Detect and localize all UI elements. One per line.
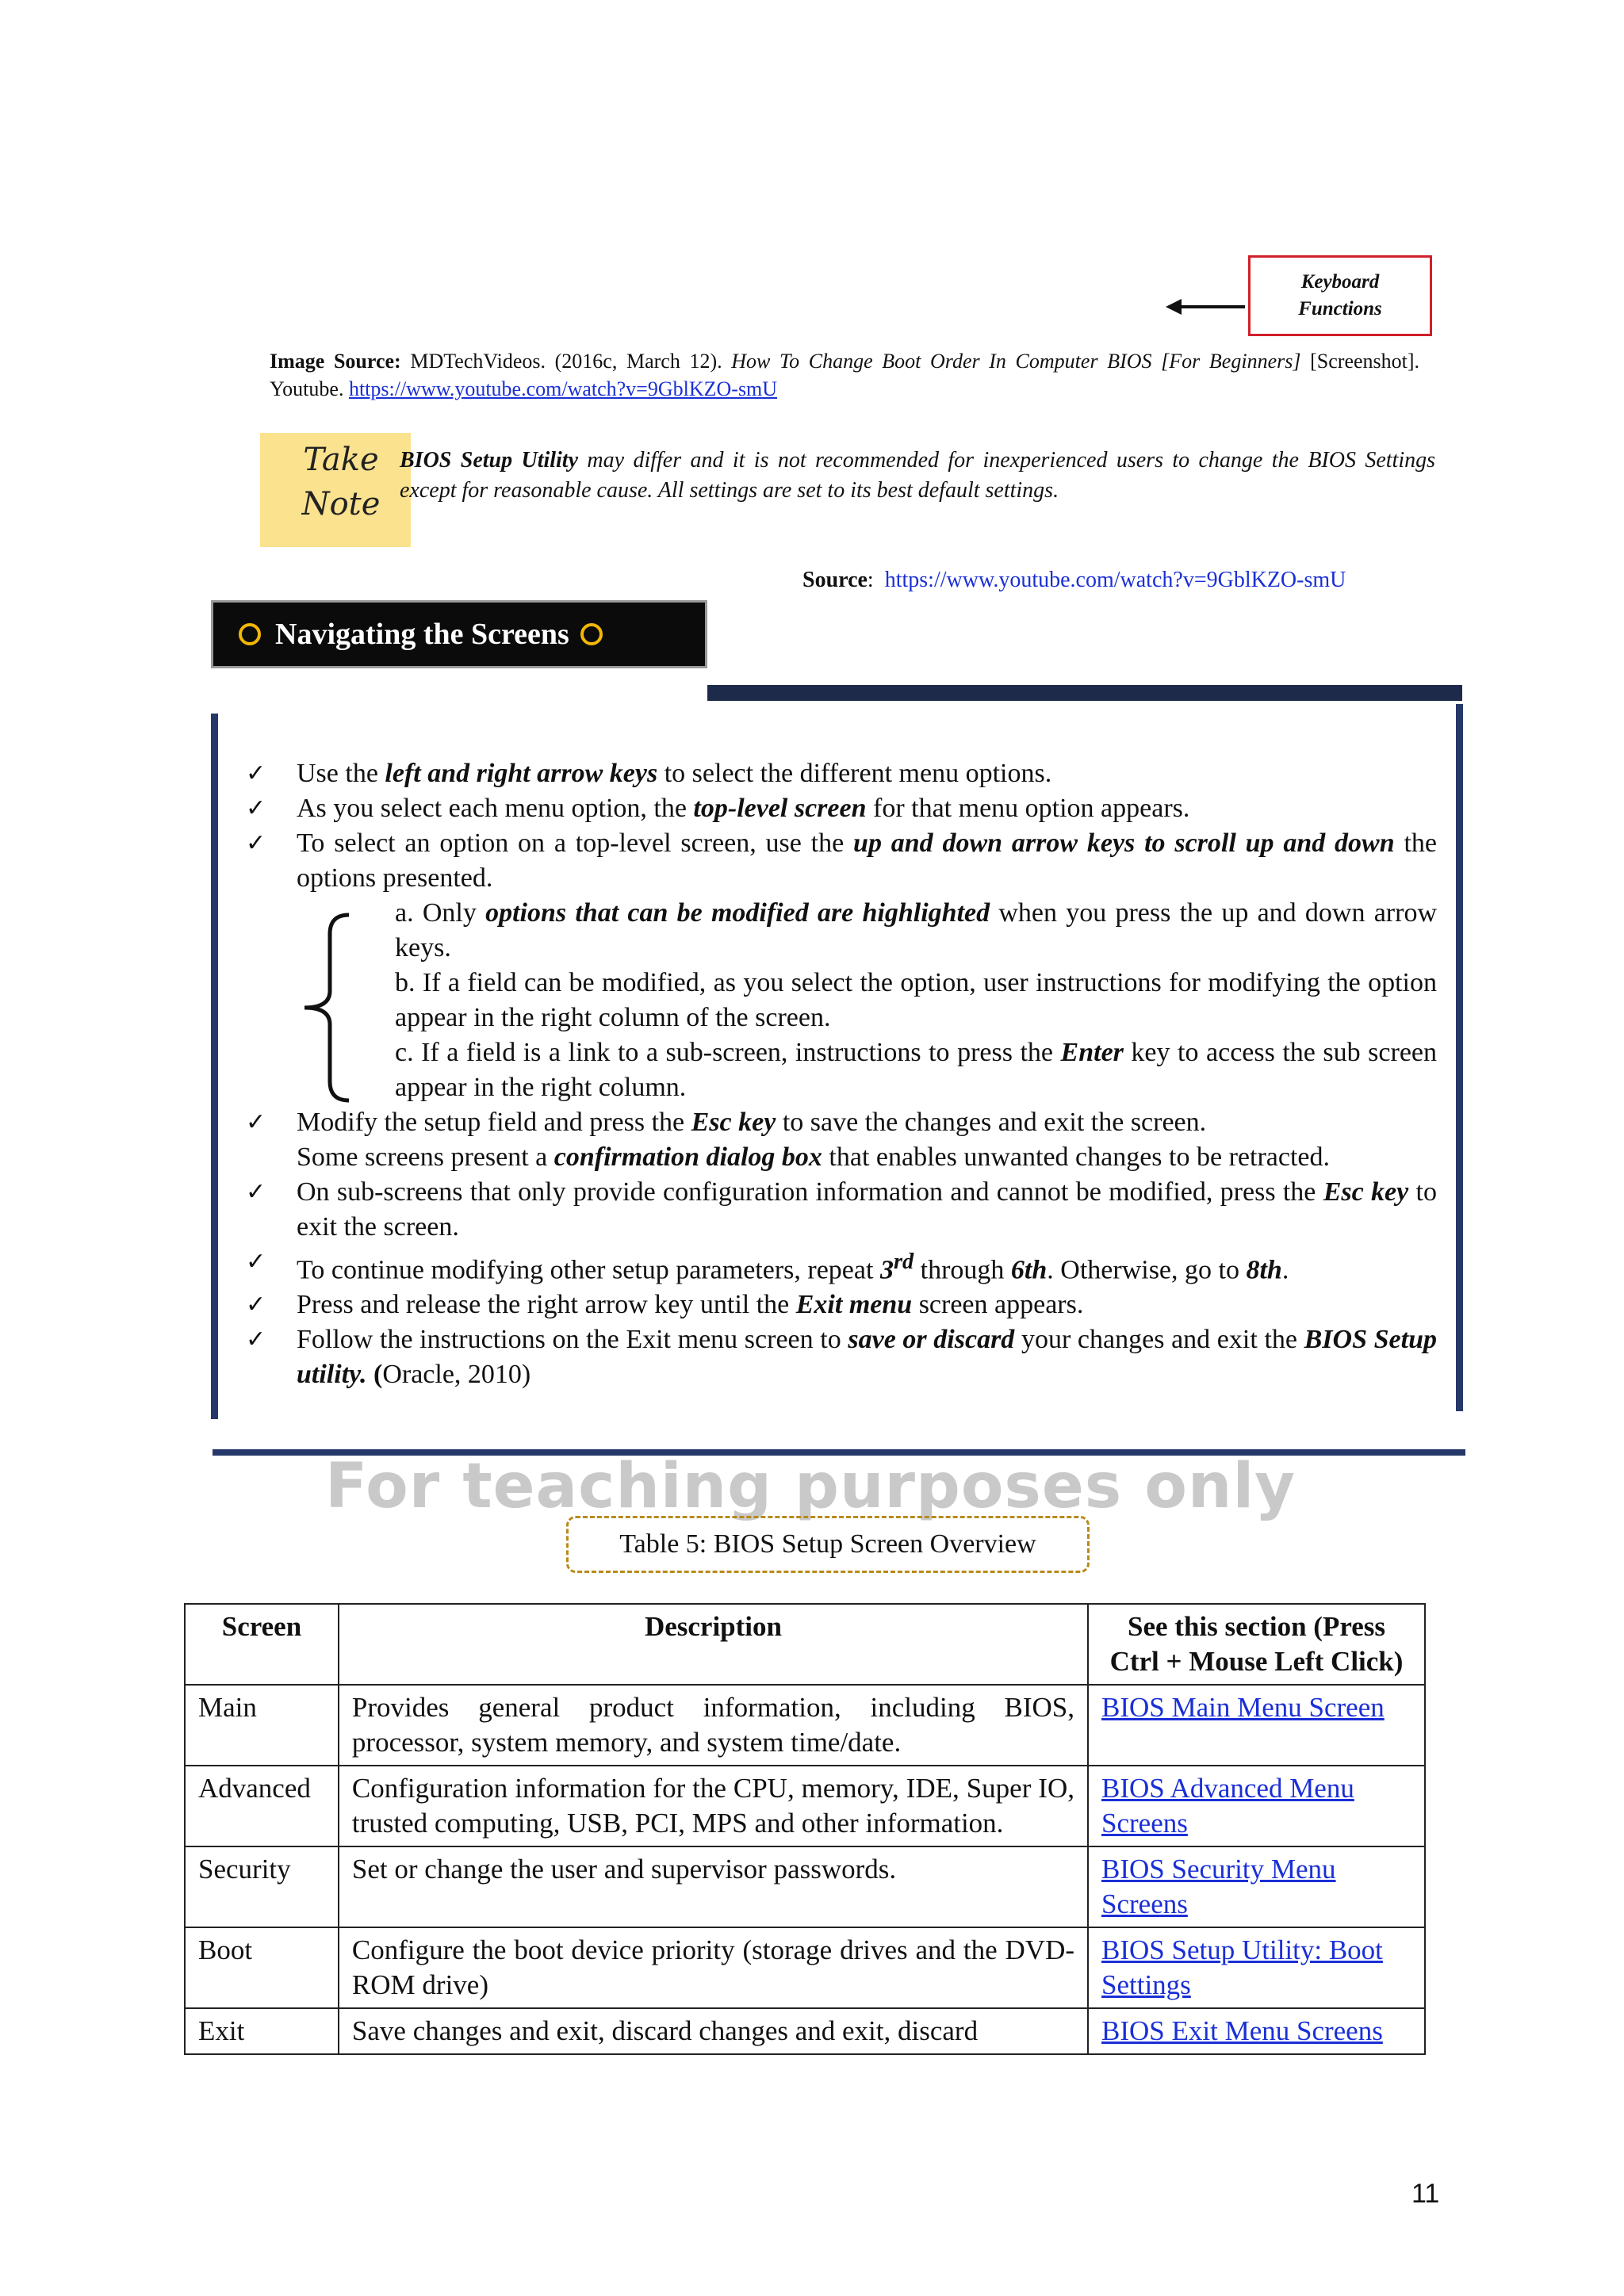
item-text: through xyxy=(914,1255,1011,1285)
sub-item-a xyxy=(395,896,1437,966)
item-text: Some screens present a xyxy=(297,1142,554,1172)
checkmark-icon: ✓ xyxy=(246,794,266,822)
divider-bar xyxy=(707,685,1462,701)
frame-right-border xyxy=(1456,704,1463,1411)
cell-screen: Advanced xyxy=(185,1766,339,1846)
cell-section xyxy=(1088,1927,1425,2008)
item-text: to select the different menu options. xyxy=(657,759,1052,788)
sub-text: c. If a field is a link to a sub-screen, instructions to press the xyxy=(395,1038,1061,1067)
item-text: Use the xyxy=(297,759,385,788)
item-superscript: rd xyxy=(893,1249,914,1274)
source-link[interactable]: https://www.youtube.com/watch?v=9GblKZO-smU xyxy=(884,568,1346,592)
bios-screen-overview-table xyxy=(184,1603,1426,2055)
item-emphasis: save or discard xyxy=(848,1325,1015,1355)
item-text: As you select each menu option, the xyxy=(297,794,694,823)
item-text: to exit the screen. xyxy=(297,1177,1437,1242)
item-text: the options presented. xyxy=(297,828,1437,893)
list-item xyxy=(244,756,1437,791)
checkmark-icon: ✓ xyxy=(246,829,266,857)
image-source-rest: [Screenshot]. Youtube. xyxy=(270,350,1420,400)
cell-screen: Main xyxy=(185,1685,339,1766)
section-link[interactable]: BIOS Exit Menu Screens xyxy=(1101,2015,1383,2046)
sub-emphasis: Enter xyxy=(1060,1038,1124,1067)
table-caption xyxy=(566,1516,1090,1573)
source-label: Source xyxy=(802,568,868,592)
sub-text: key to access the sub screen appear in the right column. xyxy=(395,1038,1437,1102)
navigation-steps-list xyxy=(244,756,1437,1392)
item-text: . xyxy=(1281,1255,1289,1285)
item-emphasis: left and right arrow keys xyxy=(385,759,658,788)
circle-bullet-icon xyxy=(239,623,261,645)
take-note-text: may differ and it is not recommended for inexperienced users to change the BIOS Settings except for reasonable cause. All settings are set to its best default settings. xyxy=(400,448,1436,503)
item-emphasis: up and down arrow keys to scroll up and down xyxy=(853,828,1395,858)
sub-text: when you press the up and down arrow keys. xyxy=(395,898,1437,962)
section-header xyxy=(211,600,707,668)
item-text: On sub-screens that only provide configuration information and cannot be modified, press the xyxy=(297,1177,1323,1207)
cell-section xyxy=(1088,1766,1425,1846)
source-line: Source: https://www.youtube.com/watch?v=9GblKZO-smU xyxy=(802,568,1346,592)
item-text: Oracle, 2010) xyxy=(382,1360,531,1390)
list-item xyxy=(244,1175,1437,1245)
cell-screen: Exit xyxy=(185,2008,339,2054)
image-source-citation xyxy=(270,347,1419,403)
sub-emphasis: options that can be modified are highlighted xyxy=(485,898,990,928)
item-emphasis: Exit menu xyxy=(795,1290,913,1320)
table-caption-text: Table 5: BIOS Setup Screen Overview xyxy=(619,1529,1036,1559)
list-item xyxy=(244,1322,1437,1392)
section-link[interactable]: BIOS Setup Utility: Boot Settings xyxy=(1101,1934,1383,2000)
cell-description: Set or change the user and supervisor passwords. xyxy=(339,1846,1088,1927)
take-note-line-2: Note xyxy=(301,486,381,522)
item-emphasis: Esc key xyxy=(1323,1177,1409,1207)
item-text: your changes and exit the xyxy=(1014,1325,1304,1355)
table-row xyxy=(185,1766,1425,1846)
item-emphasis: 8th xyxy=(1246,1255,1282,1285)
take-note-label xyxy=(278,438,404,526)
take-note-body xyxy=(400,446,1435,506)
item-text: To select an option on a top-level screen, use the xyxy=(297,828,854,858)
header-screen: Screen xyxy=(185,1604,339,1685)
section-link[interactable]: BIOS Security Menu Screens xyxy=(1101,1854,1336,1919)
cell-screen: Security xyxy=(185,1846,339,1927)
item-text: to save the changes and exit the screen. xyxy=(776,1108,1207,1137)
checkmark-icon: ✓ xyxy=(246,1248,266,1276)
page-number: 11 xyxy=(1411,2179,1440,2209)
callout-line-2: Functions xyxy=(1298,298,1382,320)
item-text: To continue modifying other setup parameters, repeat xyxy=(297,1255,880,1285)
sub-text: a. Only xyxy=(395,898,486,928)
cell-description: Save changes and exit, discard changes and exit, discard xyxy=(339,2008,1088,2054)
image-source-link[interactable]: https://www.youtube.com/watch?v=9GblKZO-smU xyxy=(348,377,778,400)
section-link[interactable]: BIOS Advanced Menu Screens xyxy=(1101,1773,1354,1839)
confirm-note xyxy=(244,1140,1437,1175)
checkmark-icon: ✓ xyxy=(246,760,266,787)
item-text: screen appears. xyxy=(912,1290,1084,1320)
item-text: Modify the setup field and press the xyxy=(297,1108,691,1137)
list-item xyxy=(244,1105,1437,1140)
watermark-text: For teaching purposes only xyxy=(325,1451,1297,1522)
item-emphasis: top-level screen xyxy=(693,794,867,823)
list-item xyxy=(244,826,1437,896)
circle-bullet-icon xyxy=(580,623,603,645)
cell-description: Configuration information for the CPU, memory, IDE, Super IO, trusted computing, USB, PCI, MPS and other information. xyxy=(339,1766,1088,1846)
cell-description: Configure the boot device priority (storage drives and the DVD-ROM drive) xyxy=(339,1927,1088,2008)
header-description: Description xyxy=(339,1604,1088,1685)
cell-section xyxy=(1088,1846,1425,1927)
item-emphasis: confirmation dialog box xyxy=(553,1142,822,1172)
cell-screen: Boot xyxy=(185,1927,339,2008)
table-row xyxy=(185,1685,1425,1766)
list-item xyxy=(244,1288,1437,1322)
item-text: Follow the instructions on the Exit menu screen to xyxy=(297,1325,848,1355)
header-section: See this section (Press Ctrl + Mouse Left Click) xyxy=(1088,1604,1425,1685)
cell-section xyxy=(1088,1685,1425,1766)
table-row xyxy=(185,1846,1425,1927)
item-emphasis: Esc key xyxy=(691,1108,776,1137)
table-row xyxy=(185,2008,1425,2054)
sub-item-b: b. If a field can be modified, as you select the option, user instructions for modifying the option appear in the right column of the screen. xyxy=(395,968,1437,1032)
image-source-title: How To Change Boot Order In Computer BIOS [For Beginners] xyxy=(731,350,1301,373)
list-item xyxy=(244,791,1437,826)
item-emphasis: ( xyxy=(366,1360,383,1390)
image-source-label: Image Source: xyxy=(270,350,401,373)
frame-left-border xyxy=(211,714,218,1419)
checkmark-icon: ✓ xyxy=(246,1326,266,1354)
table-row xyxy=(185,1927,1425,2008)
keyboard-functions-callout xyxy=(1248,255,1432,336)
checkmark-icon: ✓ xyxy=(246,1178,266,1206)
take-note-line-1: Take xyxy=(303,442,379,478)
item-emphasis: 3 xyxy=(879,1255,894,1285)
item-emphasis: BIOS Setup utility. xyxy=(297,1325,1437,1390)
item-emphasis: 6th xyxy=(1010,1255,1048,1285)
item-text: . Otherwise, go to xyxy=(1047,1255,1247,1285)
curly-brace-icon xyxy=(300,912,355,1104)
checkmark-icon: ✓ xyxy=(246,1291,266,1319)
table-header-row xyxy=(185,1604,1425,1685)
sub-item-c xyxy=(395,1035,1437,1105)
cell-description: Provides general product information, including BIOS, processor, system memory, and system time/date. xyxy=(339,1685,1088,1766)
section-title: Navigating the Screens xyxy=(275,618,569,651)
checkmark-icon: ✓ xyxy=(246,1108,266,1136)
cell-section xyxy=(1088,2008,1425,2054)
item-text: Press and release the right arrow key until the xyxy=(297,1290,796,1320)
list-item xyxy=(244,1245,1437,1288)
item-text: that enables unwanted changes to be retracted. xyxy=(822,1142,1330,1172)
take-note-lead: BIOS Setup Utility xyxy=(400,448,579,473)
left-arrow-icon xyxy=(1166,295,1247,319)
image-source-author: MDTechVideos. (2016c, March 12). xyxy=(410,350,722,373)
item-text: for that menu option appears. xyxy=(866,794,1190,823)
callout-line-1: Keyboard xyxy=(1300,271,1380,293)
section-link[interactable]: BIOS Main Menu Screen xyxy=(1101,1692,1385,1723)
